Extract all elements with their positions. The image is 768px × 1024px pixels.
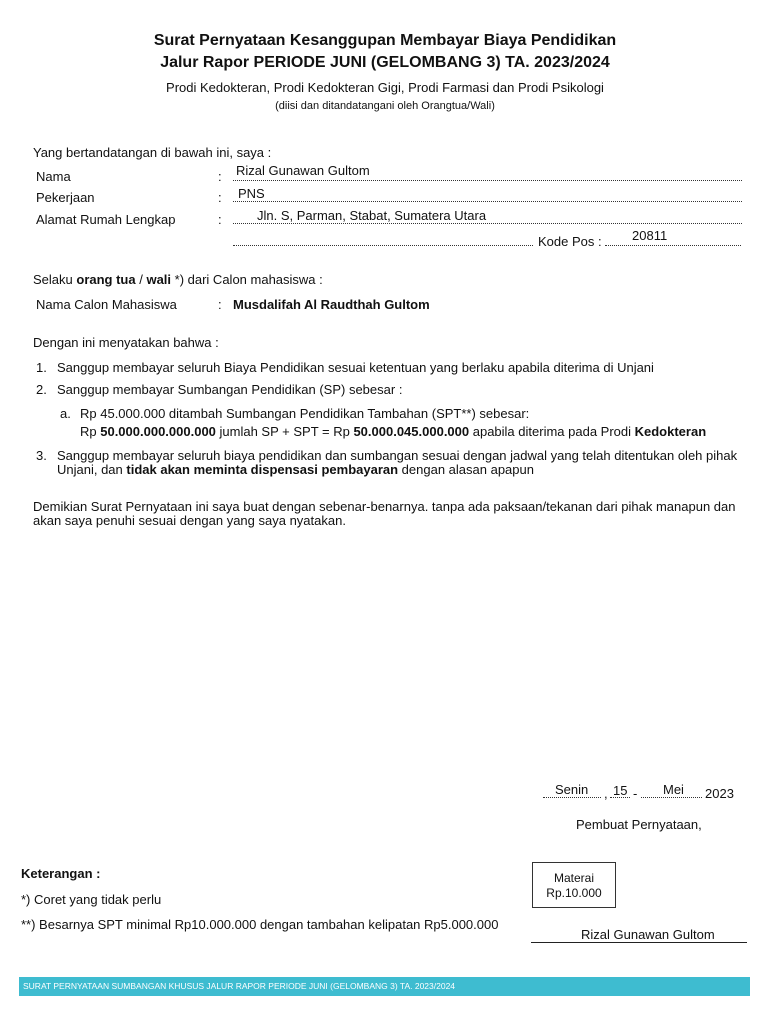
item-1-number: 1.	[36, 360, 47, 375]
calon-label: Nama Calon Mahasiswa	[36, 297, 177, 312]
nama-label: Nama	[36, 169, 71, 184]
maker-label: Pembuat Pernyataan,	[576, 817, 702, 832]
kodepos-value[interactable]: 20811	[632, 228, 668, 243]
item-3-number: 3.	[36, 448, 47, 463]
item-3-line-1: Sanggup membayar seluruh biaya pendidikan dan sumbangan sesuai dengan jadwal yang telah ditentukan oleh pihak	[57, 448, 738, 463]
intro-text: Yang bertandatangan di bawah ini, saya :	[33, 145, 272, 160]
pekerjaan-dotted-line	[233, 201, 742, 202]
date-comma: ,	[604, 786, 608, 801]
alamat-label: Alamat Rumah Lengkap	[36, 212, 176, 227]
alamat-dotted-line	[233, 223, 742, 224]
day-dotted-line	[543, 797, 601, 798]
selaku-text: Selaku orang tua / wali *) dari Calon mahasiswa :	[33, 272, 323, 287]
item-2-number: 2.	[36, 382, 47, 397]
alamat-dotted-line-2	[233, 245, 533, 246]
subtitle: Prodi Kedokteran, Prodi Kedokteran Gigi, Prodi Farmasi dan Prodi Psikologi	[166, 80, 604, 95]
day-value[interactable]: Senin	[555, 782, 589, 797]
month-dotted-line	[641, 797, 702, 798]
statement-intro: Dengan ini menyatakan bahwa :	[33, 335, 219, 350]
item-1-text: Sanggup membayar seluruh Biaya Pendidikan sesuai ketentuan yang berlaku apabila diterima di Unjani	[57, 360, 654, 375]
title-line-1: Surat Pernyataan Kesanggupan Membayar Biaya Pendidikan	[153, 32, 617, 49]
pekerjaan-value[interactable]: PNS	[238, 186, 265, 201]
date-dash: -	[633, 786, 638, 801]
nama-colon: :	[218, 169, 222, 184]
signature-line	[531, 942, 747, 943]
closing-line-1: Demikian Surat Pernyataan ini saya buat dengan sebenar-benarnya. tanpa ada paksaan/tekanan dari pihak manapun dan	[33, 499, 736, 514]
month-value[interactable]: Mei	[663, 782, 684, 797]
year-value: 2023	[705, 786, 734, 801]
footer-bar	[19, 977, 750, 996]
alamat-value[interactable]: Jln. S, Parman, Stabat, Sumatera Utara	[257, 208, 487, 223]
pekerjaan-label: Pekerjaan	[36, 190, 95, 205]
calon-colon: :	[218, 297, 222, 312]
item-a-line-1: Rp 45.000.000 ditambah Sumbangan Pendidikan Tambahan (SPT**) sebesar:	[80, 406, 530, 421]
nama-value[interactable]: Rizal Gunawan Gultom	[236, 163, 370, 178]
closing-line-2: akan saya penuhi sesuai dengan yang saya nyatakan.	[33, 513, 346, 528]
item-a-line-2: Rp 50.000.000.000.000 jumlah SP + SPT = Rp 50.000.045.000.000 apabila diterima pada Prodi Kedokteran	[80, 424, 707, 439]
fill-note: (diisi dan ditandatangani oleh Orangtua/Wali)	[275, 100, 495, 112]
signer-name[interactable]: Rizal Gunawan Gultom	[581, 927, 715, 942]
materai-amount: Rp.10.000	[546, 886, 602, 900]
footer-text: SURAT PERNYATAAN SUMBANGAN KHUSUS JALUR RAPOR PERIODE JUNI (GELOMBANG 3) TA. 2023/2024	[23, 981, 456, 991]
item-3-line-2: Unjani, dan tidak akan meminta dispensasi pembayaran dengan alasan apapun	[57, 462, 534, 477]
keterangan-title: Keterangan :	[21, 866, 101, 881]
pekerjaan-colon: :	[218, 190, 222, 205]
date-value[interactable]: 15	[613, 783, 628, 798]
keterangan-note-2: **) Besarnya SPT minimal Rp10.000.000 dengan tambahan kelipatan Rp5.000.000	[21, 917, 499, 932]
materai-stamp-box	[532, 862, 616, 908]
calon-value: Musdalifah Al Raudthah Gultom	[233, 297, 430, 312]
kodepos-dotted-line	[605, 245, 741, 246]
keterangan-note-1: *) Coret yang tidak perlu	[21, 892, 162, 907]
alamat-colon: :	[218, 212, 222, 227]
item-a-letter: a.	[60, 406, 71, 421]
nama-dotted-line	[233, 180, 742, 181]
item-2-text: Sanggup membayar Sumbangan Pendidikan (SP) sebesar :	[57, 382, 403, 397]
materai-label: Materai	[553, 871, 594, 885]
kodepos-label: Kode Pos :	[538, 234, 602, 249]
title-line-2: Jalur Rapor PERIODE JUNI (GELOMBANG 3) TA. 2023/2024	[160, 54, 610, 71]
